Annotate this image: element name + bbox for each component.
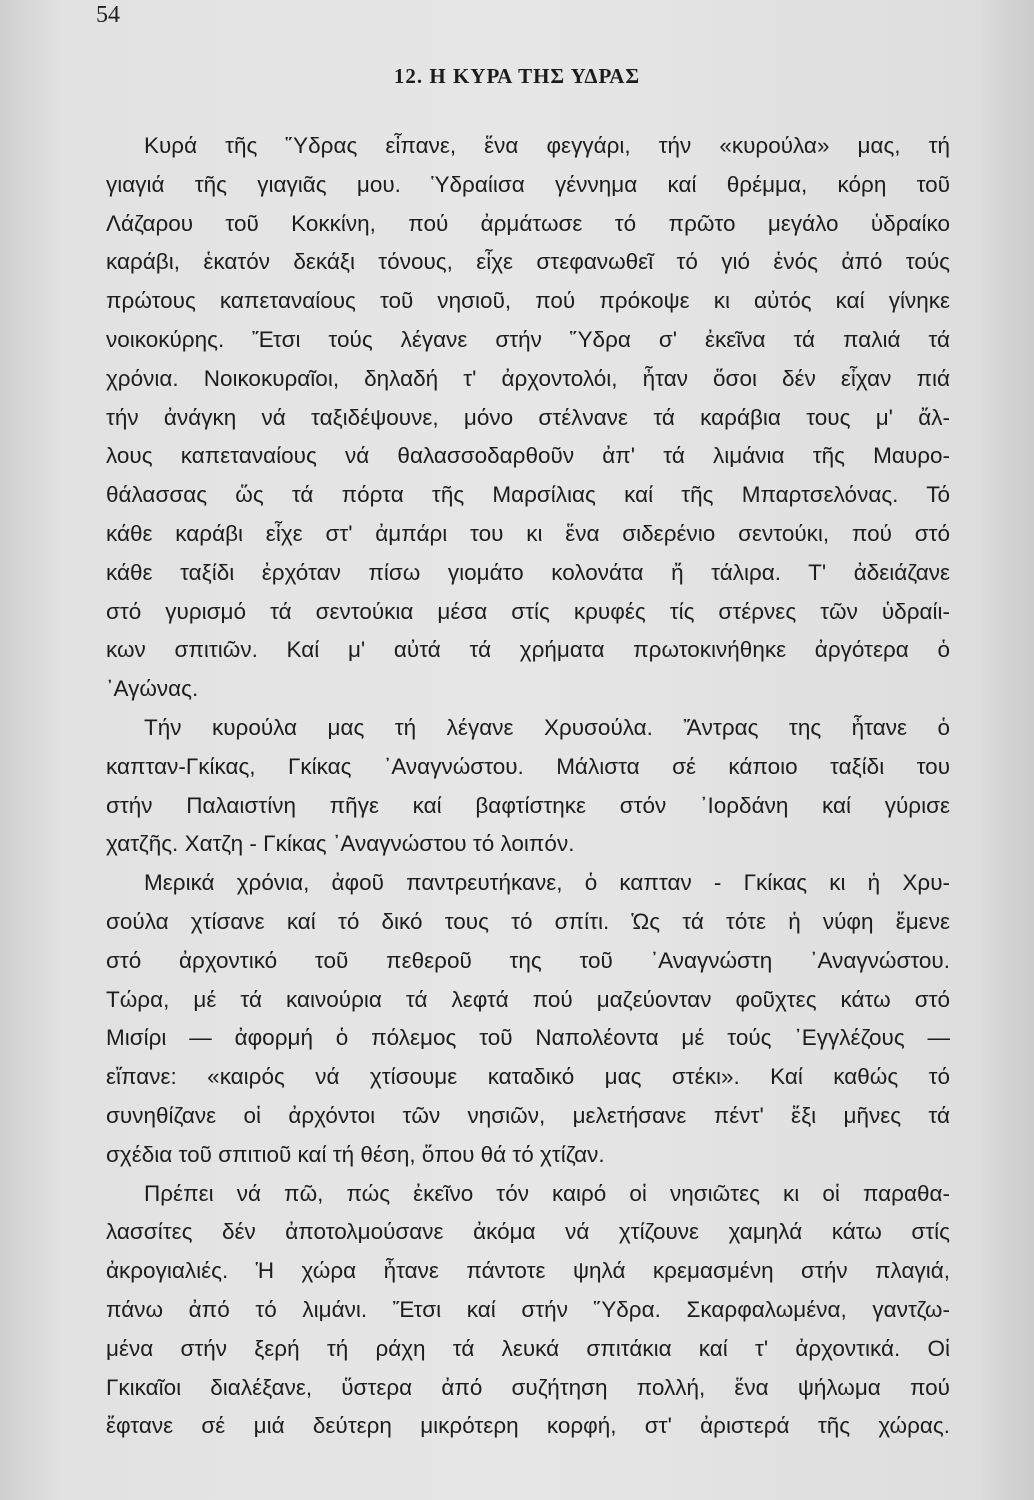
text-line: Τήν κυρούλα μας τή λέγανε Χρυσούλα. Ἄντρας της ἦτανε ὁ <box>144 714 950 740</box>
chapter-title: 12. Η ΚΥΡΑ ΤΗΣ ΥΔΡΑΣ <box>393 64 641 88</box>
text-line: πάνω ἀπό τό λιμάνι. Ἔτσι καί στήν Ὕδρα. Σκαρφαλωμένα, γαντζω- <box>106 1296 950 1322</box>
text-line: χρόνια. Νοικοκυραῖοι, δηλαδή τ' ἀρχοντολόι, ἦταν ὅσοι δέν εἶχαν πιά <box>106 365 950 391</box>
text-line: κάθε ταξίδι ἐρχόταν πίσω γιομάτο κολονάτα ἤ τάλιρα. Τ' ἀδειάζανε <box>106 559 950 585</box>
text-line: σχέδια τοῦ σπιτιοῦ καί τή θέση, ὅπου θά τό χτίζαν. <box>106 1141 605 1167</box>
paragraph-1 <box>106 127 950 709</box>
text-line: συνηθίζανε οἱ ἀρχόντοι τῶν νησιῶν, μελετήσανε πέντ' ἕξι μῆνες τά <box>106 1102 950 1128</box>
text-line: μένα στήν ξερή τή ράχη τά λευκά σπιτάκια καί τ' ἀρχοντικά. Οἱ <box>106 1335 950 1361</box>
text-line: λους καπεταναίους νά θαλασσοδαρθοῦν ἀπ' τά λιμάνια τῆς Μαυρο- <box>106 443 950 469</box>
text-line: Μισίρι — ἀφορμή ὁ πόλεμος τοῦ Ναπολέοντα μέ τούς ᾿Εγγλέζους — <box>106 1025 950 1051</box>
text-line: στό γυρισμό τά σεντούκια μέσα στίς κρυφές τίς στέρνες τῶν ὑδραίι- <box>106 598 950 624</box>
text-line: Λάζαρου τοῦ Κοκκίνη, πού ἀρμάτωσε τό πρῶτο μεγάλο ὑδραίκο <box>106 210 950 236</box>
page-number: 54 <box>96 2 120 28</box>
text-line: λασσίτες δέν ἀποτολμούσανε ἀκόμα νά χτίζουνε χαμηλά κάτω στίς <box>106 1219 950 1245</box>
text-line: τήν ἀνάγκη νά ταξιδέψουνε, μόνο στέλνανε τά καράβια τους μ' ἄλ- <box>106 404 950 430</box>
text-line: στό ἀρχοντικό τοῦ πεθεροῦ της τοῦ ᾿Αναγνώστη ᾿Αναγνώστου. <box>106 947 950 973</box>
text-line: ᾿Αγώνας. <box>106 676 199 702</box>
text-line: κάθε καράβι εἶχε στ' ἀμπάρι του κι ἕνα σιδερένιο σεντούκι, πού στό <box>106 520 950 546</box>
paragraph-3 <box>106 864 950 1174</box>
text-line: χατζῆς. Χατζη - Γκίκας ᾿Αναγνώστου τό λοιπόν. <box>106 831 575 857</box>
text-line: κων σπιτιῶν. Καί μ' αὐτά τά χρήματα πρωτοκινήθηκε ἀργότερα ὁ <box>106 637 950 663</box>
text-line: Πρέπει νά πῶ, πώς ἐκεῖνο τόν καιρό οἱ νησιῶτες κι οἱ παραθα- <box>144 1180 950 1206</box>
text-line: σούλα χτίσανε καί τό δικό τους τό σπίτι. Ὡς τά τότε ἡ νύφη ἔμενε <box>106 908 950 934</box>
text-line: Κυρά τῆς Ὕδρας εἶπανε, ἕνα φεγγάρι, τήν «κυρούλα» μας, τή <box>144 133 950 158</box>
text-line: Μερικά χρόνια, ἀφοῦ παντρευτήκανε, ὁ καπταν - Γκίκας κι ἡ Χρυ- <box>144 870 950 896</box>
paragraph-4 <box>106 1175 950 1447</box>
text-line: θάλασσας ὥς τά πόρτα τῆς Μαρσίλιας καί τῆς Μπαρτσελόνας. Τό <box>106 482 950 508</box>
text-line: ἀκρογιαλιές. Ἡ χώρα ἦτανε πάντοτε ψηλά κρεμασμένη στήν πλαγιά, <box>106 1258 950 1284</box>
text-line: καράβι, ἑκατόν δεκάξι τόνους, εἶχε στεφανωθεῖ τό γιό ἑνός ἀπό τούς <box>106 249 950 275</box>
body-text <box>106 127 950 1446</box>
text-line: νοικοκύρης. Ἔτσι τούς λέγανε στήν Ὕδρα σ' ἐκεῖνα τά παλιά τά <box>106 326 950 352</box>
text-line: εἴπανε: «καιρός νά χτίσουμε καταδικό μας στέκι». Καί καθώς τό <box>106 1064 950 1090</box>
text-line: Τώρα, μέ τά καινούρια τά λεφτά πού μαζεύονταν φοῦχτες κάτω στό <box>106 986 950 1012</box>
text-line: πρώτους καπεταναίους τοῦ νησιοῦ, πού πρόκοψε κι αὐτός καί γίνηκε <box>106 288 950 314</box>
paragraph-2 <box>106 709 950 864</box>
text-line: Γκικαῖοι διαλέξανε, ὕστερα ἀπό συζήτηση πολλή, ἕνα ψήλωμα πού <box>106 1374 950 1400</box>
text-line: καπταν-Γκίκας, Γκίκας ᾿Αναγνώστου. Μάλιστα σέ κάποιο ταξίδι του <box>106 753 950 779</box>
text-line: στήν Παλαιστίνη πῆγε καί βαφτίστηκε στόν ᾿Ιορδάνη καί γύρισε <box>106 792 950 818</box>
text-line: γιαγιά τῆς γιαγιᾶς μου. Ὑδραίισα γέννημα καί θρέμμα, κόρη τοῦ <box>106 171 950 197</box>
text-line: ἔφτανε σέ μιά δεύτερη μικρότερη κορφή, στ' ἀριστερά τῆς χώρας. <box>106 1413 950 1439</box>
